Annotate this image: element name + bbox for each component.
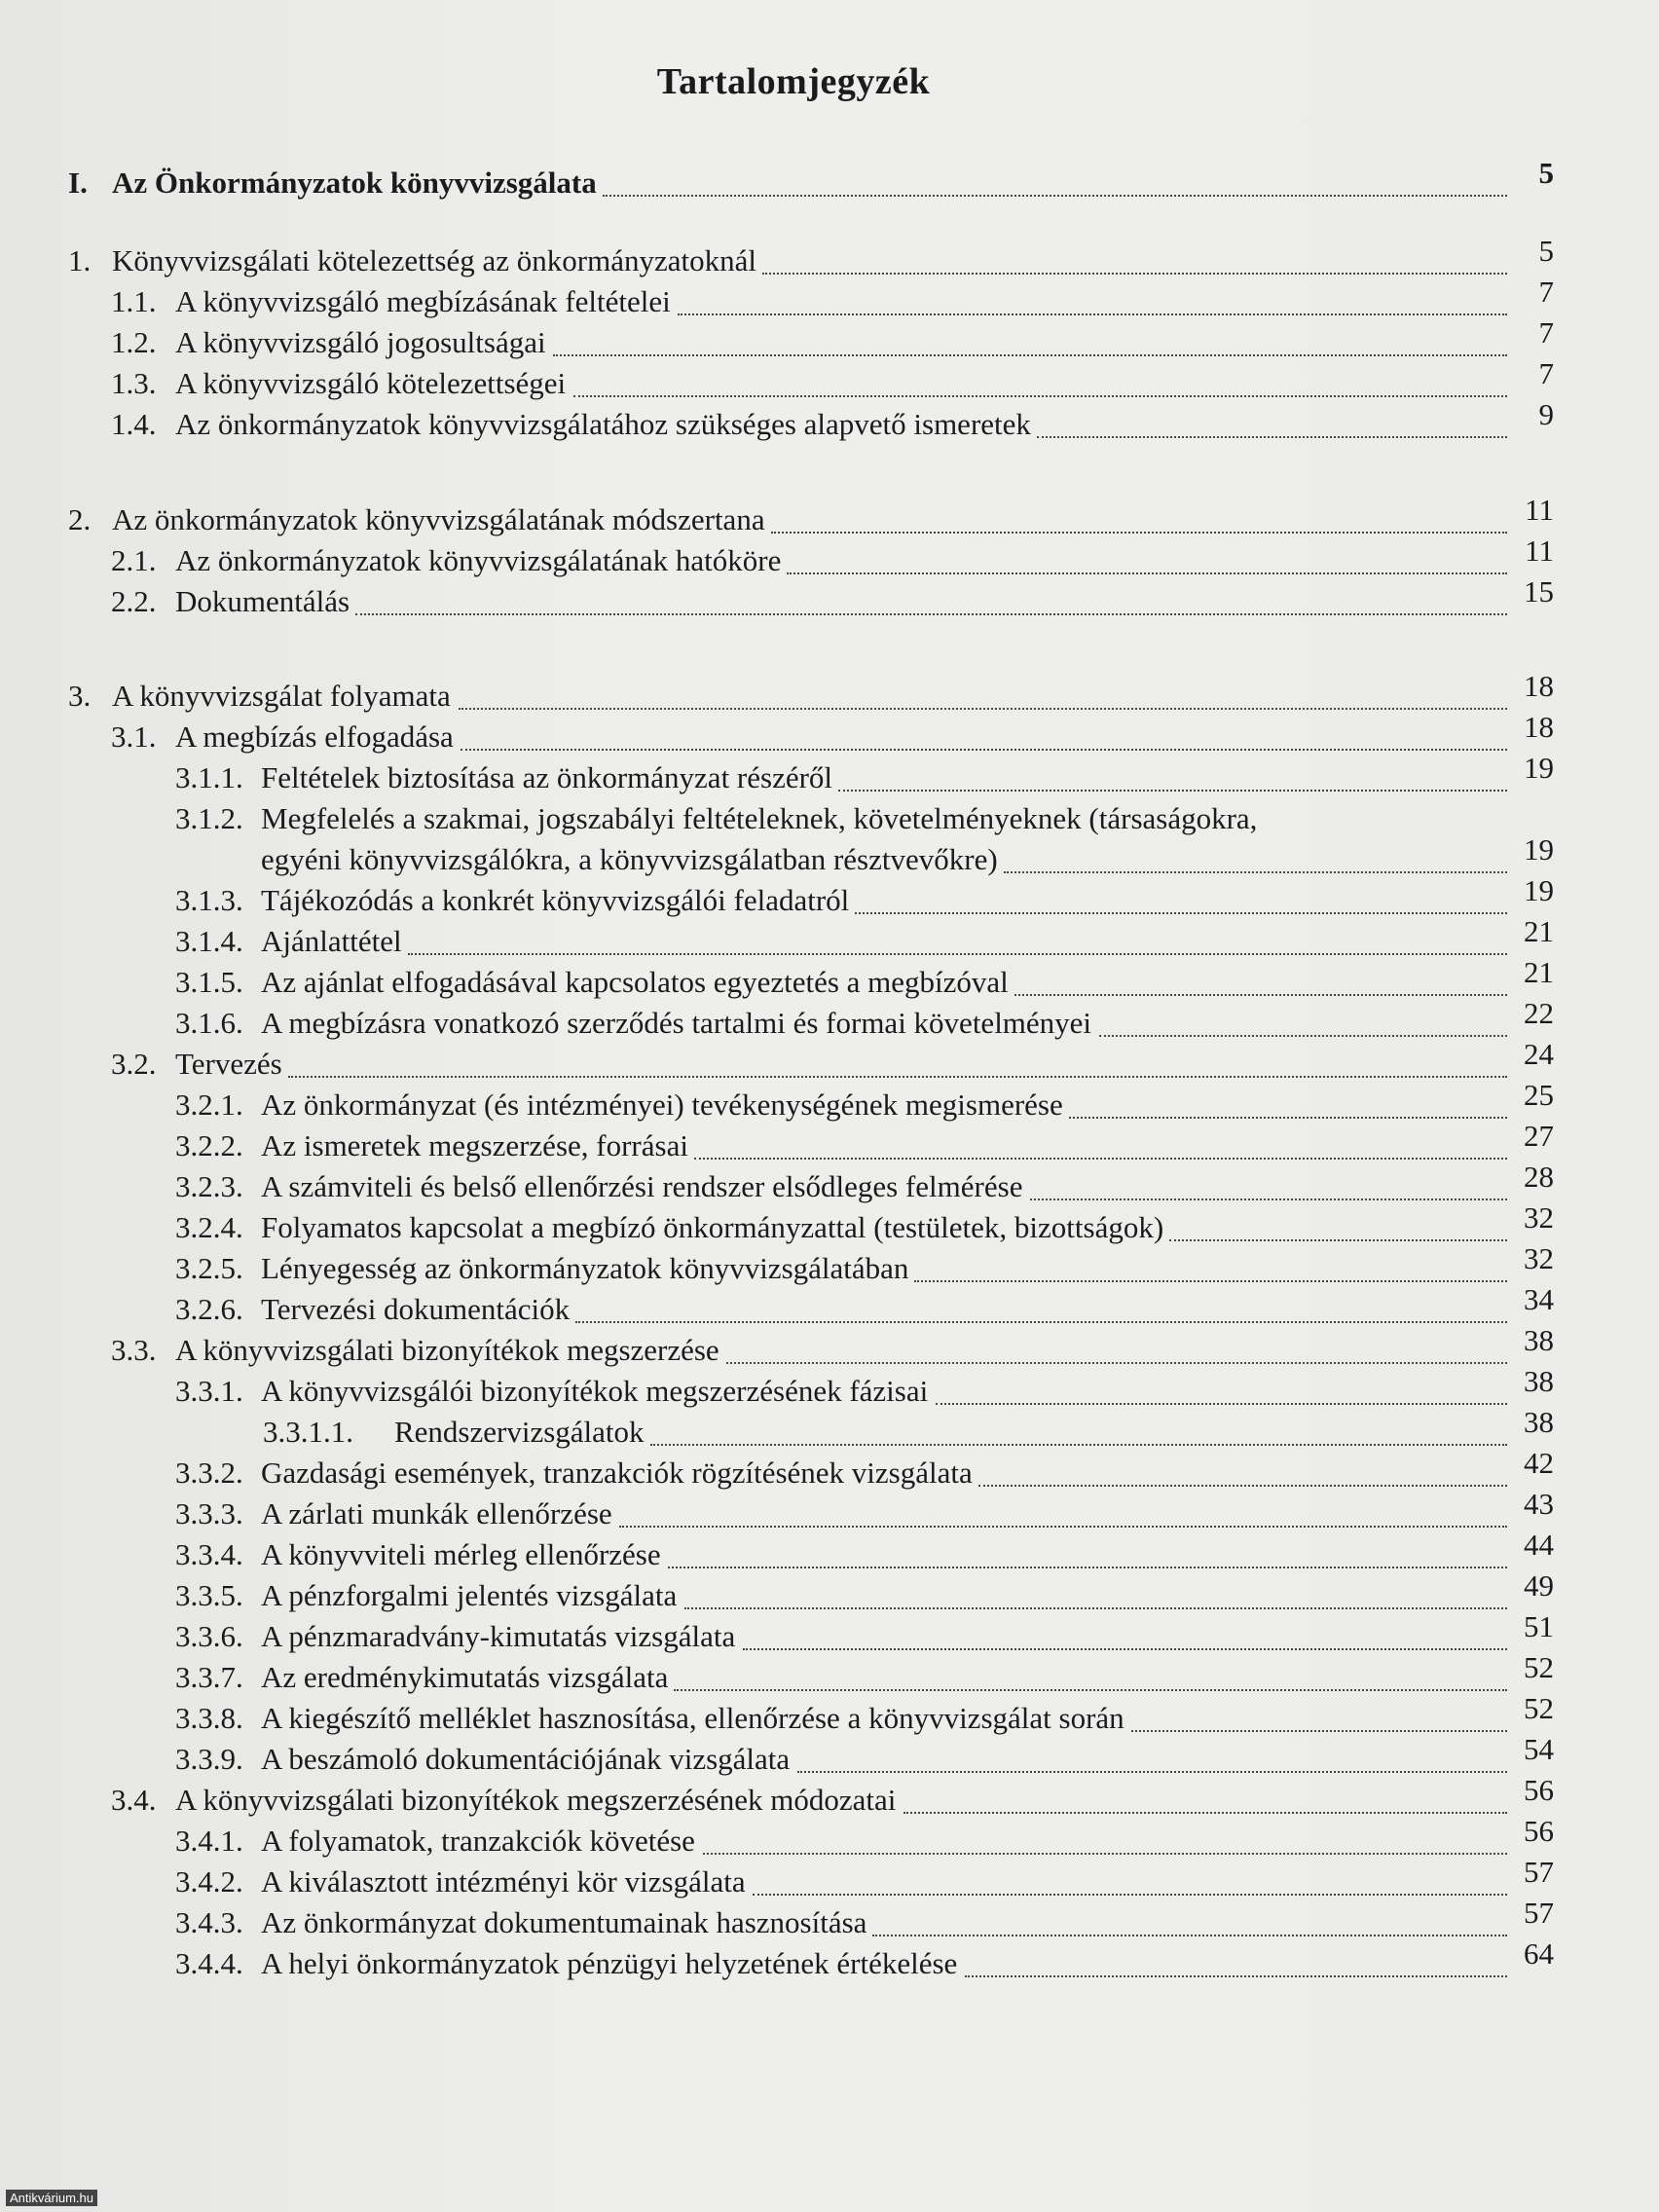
toc-entry-title: Ajánlattétel bbox=[261, 924, 402, 958]
toc-entry-title: Az önkormányzatok könyvvizsgálatának hatóköre bbox=[175, 543, 782, 577]
toc-entry-number: 2.1. bbox=[111, 543, 157, 577]
toc-leader-dots bbox=[694, 1121, 1507, 1160]
toc-entry bbox=[0, 1282, 1562, 1329]
toc-leader-dots bbox=[797, 1734, 1507, 1773]
toc-entry-number: 2.2. bbox=[111, 584, 157, 618]
toc-leader-dots bbox=[573, 358, 1507, 397]
toc-page-number: 21 bbox=[1524, 914, 1554, 948]
page-title: Tartalomjegyzék bbox=[656, 61, 931, 102]
toc-entry bbox=[0, 832, 1562, 879]
toc-entry-number: 1.3. bbox=[111, 366, 157, 400]
toc-entry-number: 3. bbox=[68, 679, 92, 713]
toc-entry-number: 3.3.9. bbox=[175, 1742, 243, 1776]
toc-leader-dots bbox=[288, 1039, 1507, 1078]
toc-entry-title: A folyamatok, tranzakciók követése bbox=[261, 1824, 695, 1858]
toc-page-number: 38 bbox=[1524, 1364, 1554, 1398]
toc-entry bbox=[0, 1446, 1562, 1493]
toc-entry-title: A könyvvizsgáló kötelezettségei bbox=[175, 366, 567, 400]
toc-entry-number: 3.2.4. bbox=[175, 1210, 243, 1244]
toc-entry-number: 3.3.5. bbox=[175, 1578, 243, 1612]
watermark: Antikvárium.hu bbox=[6, 2190, 97, 2206]
toc-entry-number: 3.1.5. bbox=[175, 965, 243, 999]
toc-entry bbox=[0, 751, 1562, 797]
toc-entry-number: 3.3.3. bbox=[175, 1496, 243, 1530]
toc-entry bbox=[0, 914, 1562, 961]
toc-entry bbox=[0, 873, 1562, 920]
toc-entry bbox=[0, 275, 1562, 321]
toc-entry bbox=[0, 1119, 1562, 1165]
toc-entry-number: 1.4. bbox=[111, 407, 157, 441]
toc-entry-number: 3.1.6. bbox=[175, 1006, 243, 1040]
toc-entry bbox=[0, 996, 1562, 1043]
toc-entry bbox=[0, 1855, 1562, 1901]
toc-entry-number: 1. bbox=[68, 243, 92, 277]
toc-entry-number: 2. bbox=[68, 502, 92, 536]
toc-entry-title: Megfelelés a szakmai, jogszabályi feltételeknek, követelményeknek (társaságokra, bbox=[261, 801, 1258, 835]
toc-page-number: 7 bbox=[1538, 315, 1554, 350]
toc-entry-title: Az önkormányzatok könyvvizsgálatához szükséges alapvető ismeretek bbox=[175, 407, 1031, 441]
toc-leader-dots bbox=[978, 1448, 1507, 1487]
toc-entry bbox=[0, 710, 1562, 756]
toc-page-number: 24 bbox=[1524, 1037, 1554, 1071]
toc-entry-number: 3.4.2. bbox=[175, 1864, 243, 1899]
toc-entry-number: 3.1.2. bbox=[175, 801, 243, 835]
toc-entry-number: 3.4.1. bbox=[175, 1824, 243, 1858]
toc-entry-number: 3.2.5. bbox=[175, 1251, 243, 1285]
toc-leader-dots bbox=[1099, 998, 1507, 1037]
toc-entry-title: A pénzforgalmi jelentés vizsgálata bbox=[261, 1578, 678, 1612]
toc-entry-title: Feltételek biztosítása az önkormányzat részéről bbox=[261, 760, 833, 794]
toc-entry-number: 3.3.8. bbox=[175, 1701, 243, 1735]
toc-leader-dots bbox=[753, 1857, 1507, 1896]
toc-entry-title: A pénzmaradvány-kimutatás vizsgálata bbox=[261, 1619, 736, 1653]
toc-entry-number: 3.3.6. bbox=[175, 1619, 243, 1653]
toc-leader-dots bbox=[1169, 1202, 1507, 1241]
toc-leader-dots bbox=[838, 753, 1507, 792]
toc-entry-number: 3.3.2. bbox=[175, 1456, 243, 1490]
toc-entry-number: 3.3.7. bbox=[175, 1660, 243, 1694]
toc-page-number: 11 bbox=[1525, 534, 1554, 568]
toc-entry-title: A beszámoló dokumentációjának vizsgálata bbox=[261, 1742, 791, 1776]
toc-entry bbox=[0, 356, 1562, 403]
toc-leader-dots bbox=[355, 576, 1507, 615]
toc-entry bbox=[0, 1037, 1562, 1084]
toc-entry-title: egyéni könyvvizsgálókra, a könyvvizsgálatban résztvevőkre) bbox=[261, 842, 998, 876]
toc-leader-dots bbox=[872, 1898, 1507, 1936]
toc-page-number: 42 bbox=[1524, 1446, 1554, 1480]
toc-entry-number: 3.2.6. bbox=[175, 1292, 243, 1326]
toc-entry bbox=[0, 1241, 1562, 1288]
toc-entry-title: Az önkormányzat (és intézményei) tevékenységének megismerése bbox=[261, 1088, 1063, 1122]
toc-page-number: 21 bbox=[1524, 955, 1554, 989]
toc-page-number: 52 bbox=[1524, 1691, 1554, 1725]
toc-page-number: 34 bbox=[1524, 1282, 1554, 1316]
toc-entry bbox=[0, 1568, 1562, 1615]
toc-leader-dots bbox=[603, 158, 1507, 197]
toc-entry-number: 3.4. bbox=[111, 1783, 157, 1817]
toc-entry bbox=[0, 1732, 1562, 1779]
toc-entry-title: Az eredménykimutatás vizsgálata bbox=[261, 1660, 669, 1694]
toc-entry-title: Tájékozódás a konkrét könyvvizsgálói feladatról bbox=[261, 883, 850, 917]
toc-entry-title: Tervezés bbox=[175, 1047, 282, 1081]
toc-leader-dots bbox=[650, 1407, 1507, 1446]
toc-entry-number: 3.2.3. bbox=[175, 1169, 243, 1203]
toc-entry-title: A könyvvizsgálati bizonyítékok megszerzésének módozatai bbox=[175, 1783, 897, 1817]
toc-entry bbox=[0, 1160, 1562, 1206]
toc-leader-dots bbox=[1069, 1080, 1507, 1119]
toc-leader-dots bbox=[678, 276, 1507, 315]
toc-page-number: 5 bbox=[1538, 156, 1554, 190]
toc-page-number: 43 bbox=[1524, 1487, 1554, 1521]
toc-page-number: 19 bbox=[1524, 873, 1554, 907]
toc-page-number: 19 bbox=[1524, 832, 1554, 866]
toc-entry bbox=[0, 1650, 1562, 1697]
toc-entry bbox=[0, 1691, 1562, 1738]
toc-entry-title: A zárlati munkák ellenőrzése bbox=[261, 1496, 612, 1530]
toc-leader-dots bbox=[914, 1243, 1507, 1282]
toc-leader-dots bbox=[936, 1366, 1507, 1405]
toc-entry-title: A könyvvizsgálati bizonyítékok megszerzése bbox=[175, 1333, 719, 1367]
toc-leader-dots bbox=[684, 1570, 1507, 1609]
toc-entry-title: Az ajánlat elfogadásával kapcsolatos egyeztetés a megbízóval bbox=[261, 965, 1009, 999]
toc-entry-number: 3.1.4. bbox=[175, 924, 243, 958]
toc-leader-dots bbox=[674, 1652, 1507, 1691]
toc-entry-title: A könyvvizsgáló jogosultságai bbox=[175, 325, 546, 359]
toc-leader-dots bbox=[771, 495, 1507, 534]
toc-entry bbox=[0, 1528, 1562, 1574]
toc-page-number: 32 bbox=[1524, 1200, 1554, 1235]
toc-entry-number: 3.3.1.1. bbox=[263, 1415, 353, 1449]
toc-entry bbox=[0, 1773, 1562, 1820]
toc-entry bbox=[0, 397, 1562, 444]
toc-entry-title: A helyi önkormányzatok pénzügyi helyzetének értékelése bbox=[261, 1946, 958, 1980]
toc-entry-number: 3.2.2. bbox=[175, 1128, 243, 1162]
toc-entry-title: Gazdasági események, tranzakciók rögzítésének vizsgálata bbox=[261, 1456, 973, 1490]
toc-page-number: 18 bbox=[1524, 669, 1554, 703]
toc-page-number: 5 bbox=[1538, 234, 1554, 268]
toc-entry bbox=[0, 1936, 1562, 1983]
toc-leader-dots bbox=[743, 1611, 1507, 1650]
toc-leader-dots bbox=[575, 1284, 1507, 1323]
toc-leader-dots bbox=[1030, 1161, 1507, 1200]
toc-page-number: 28 bbox=[1524, 1160, 1554, 1194]
toc-entry bbox=[0, 1814, 1562, 1861]
toc-entry-title: Dokumentálás bbox=[175, 584, 350, 618]
toc-leader-dots bbox=[459, 671, 1507, 710]
toc-entry bbox=[0, 669, 1562, 716]
toc-entry-title: Az önkormányzat dokumentumainak hasznosítása bbox=[261, 1905, 867, 1939]
toc-page-number: 22 bbox=[1524, 996, 1554, 1030]
toc-leader-dots bbox=[1014, 957, 1507, 996]
toc-entry-title: Az Önkormányzatok könyvvizsgálata bbox=[112, 166, 597, 200]
toc-entry-number: 3.1.3. bbox=[175, 883, 243, 917]
toc-entry-number: 3.1. bbox=[111, 719, 157, 754]
toc-page-number: 18 bbox=[1524, 710, 1554, 744]
toc-page-number: 38 bbox=[1524, 1323, 1554, 1357]
toc-entry bbox=[0, 1609, 1562, 1656]
toc-leader-dots bbox=[787, 535, 1507, 574]
toc-leader-dots bbox=[703, 1816, 1507, 1855]
toc-leader-dots bbox=[855, 875, 1507, 914]
toc-entry-title: A könyvvizsgáló megbízásának feltételei bbox=[175, 284, 671, 318]
toc-entry bbox=[0, 1323, 1562, 1370]
toc-page-number: 54 bbox=[1524, 1732, 1554, 1766]
toc-leader-dots bbox=[668, 1530, 1507, 1568]
toc-entry-title: A kiegészítő melléklet hasznosítása, ellenőrzése a könyvvizsgálat során bbox=[261, 1701, 1124, 1735]
toc-entry-number: 1.1. bbox=[111, 284, 157, 318]
toc-entry bbox=[0, 955, 1562, 1002]
toc-entry-number: 3.3. bbox=[111, 1333, 157, 1367]
toc-entry bbox=[0, 493, 1562, 539]
toc-leader-dots bbox=[1131, 1693, 1507, 1732]
toc-leader-dots bbox=[1004, 834, 1507, 873]
toc-entry-title: Lényegesség az önkormányzatok könyvvizsgálatában bbox=[261, 1251, 909, 1285]
toc-entry-title: A megbízásra vonatkozó szerződés tartalmi és formai követelményei bbox=[261, 1006, 1092, 1040]
toc-page-number: 56 bbox=[1524, 1773, 1554, 1807]
toc-page-number: 32 bbox=[1524, 1241, 1554, 1275]
toc-entry-title: Az önkormányzatok könyvvizsgálatának módszertana bbox=[112, 502, 765, 536]
toc-entry-number: 3.3.1. bbox=[175, 1374, 243, 1408]
toc-entry-number: 3.2.1. bbox=[175, 1088, 243, 1122]
toc-entry-number: 3.4.3. bbox=[175, 1905, 243, 1939]
toc-leader-dots bbox=[762, 236, 1507, 275]
toc-entry-title: A könyvviteli mérleg ellenőrzése bbox=[261, 1537, 661, 1571]
toc-entry bbox=[0, 1405, 1562, 1452]
toc-leader-dots bbox=[408, 916, 1507, 955]
toc-entry-title: A kiválasztott intézményi kör vizsgálata bbox=[261, 1864, 746, 1899]
toc-leader-dots bbox=[553, 317, 1507, 356]
toc-entry bbox=[0, 315, 1562, 362]
toc-page-number: 25 bbox=[1524, 1078, 1554, 1112]
toc-page-number: 57 bbox=[1524, 1896, 1554, 1930]
toc-entry-number: 1.2. bbox=[111, 325, 157, 359]
toc-page-number: 19 bbox=[1524, 751, 1554, 785]
toc-page-number: 64 bbox=[1524, 1936, 1554, 1971]
toc-leader-dots bbox=[726, 1325, 1507, 1364]
toc-entry-number: 3.1.1. bbox=[175, 760, 243, 794]
toc-entry-title: A könyvvizsgálói bizonyítékok megszerzésének fázisai bbox=[261, 1374, 929, 1408]
toc-entry-title: A könyvvizsgálat folyamata bbox=[112, 679, 451, 713]
toc-entry-number: 3.3.4. bbox=[175, 1537, 243, 1571]
toc-page-number: 7 bbox=[1538, 356, 1554, 390]
toc-entry-title: A számviteli és belső ellenőrzési rendszer elsődleges felmérése bbox=[261, 1169, 1023, 1203]
toc-page-number: 52 bbox=[1524, 1650, 1554, 1684]
toc-entry-title: Folyamatos kapcsolat a megbízó önkormányzattal (testületek, bizottságok) bbox=[261, 1210, 1164, 1244]
toc-entry bbox=[0, 534, 1562, 580]
toc-entry-title: Az ismeretek megszerzése, forrásai bbox=[261, 1128, 688, 1162]
toc-entry-title: A megbízás elfogadása bbox=[175, 719, 454, 754]
toc-entry bbox=[0, 1078, 1562, 1124]
toc-entry bbox=[0, 1200, 1562, 1247]
toc-leader-dots bbox=[965, 1938, 1507, 1977]
toc-entry bbox=[0, 799, 1562, 838]
toc-entry-title: Könyvvizsgálati kötelezettség az önkormányzatoknál bbox=[112, 243, 756, 277]
toc-entry bbox=[0, 574, 1562, 621]
toc-entry bbox=[0, 156, 1562, 203]
toc-leader-dots bbox=[903, 1775, 1507, 1814]
toc-entry-number: I. bbox=[68, 166, 88, 200]
toc-page-number: 38 bbox=[1524, 1405, 1554, 1439]
toc-leader-dots bbox=[619, 1489, 1507, 1528]
toc-entry bbox=[0, 234, 1562, 280]
toc-entry bbox=[0, 1364, 1562, 1411]
toc-page-number: 15 bbox=[1524, 574, 1554, 608]
toc-page-number: 7 bbox=[1538, 275, 1554, 309]
toc-entry-number: 3.2. bbox=[111, 1047, 157, 1081]
toc-page-number: 9 bbox=[1538, 397, 1554, 431]
toc-page-number: 49 bbox=[1524, 1568, 1554, 1603]
toc-page-number: 56 bbox=[1524, 1814, 1554, 1848]
toc-entry-title: Rendszervizsgálatok bbox=[394, 1415, 645, 1449]
toc-page-number: 51 bbox=[1524, 1609, 1554, 1643]
toc-entry-title: Tervezési dokumentációk bbox=[261, 1292, 571, 1326]
toc-page-number: 57 bbox=[1524, 1855, 1554, 1889]
toc-page-number: 44 bbox=[1524, 1528, 1554, 1562]
toc-leader-dots bbox=[461, 712, 1507, 751]
toc-entry-number: 3.4.4. bbox=[175, 1946, 243, 1980]
toc-entry bbox=[0, 1896, 1562, 1942]
toc-page-number: 11 bbox=[1525, 493, 1554, 527]
toc-page-number: 27 bbox=[1524, 1119, 1554, 1153]
toc-leader-dots bbox=[1037, 399, 1507, 438]
toc-entry bbox=[0, 1487, 1562, 1533]
